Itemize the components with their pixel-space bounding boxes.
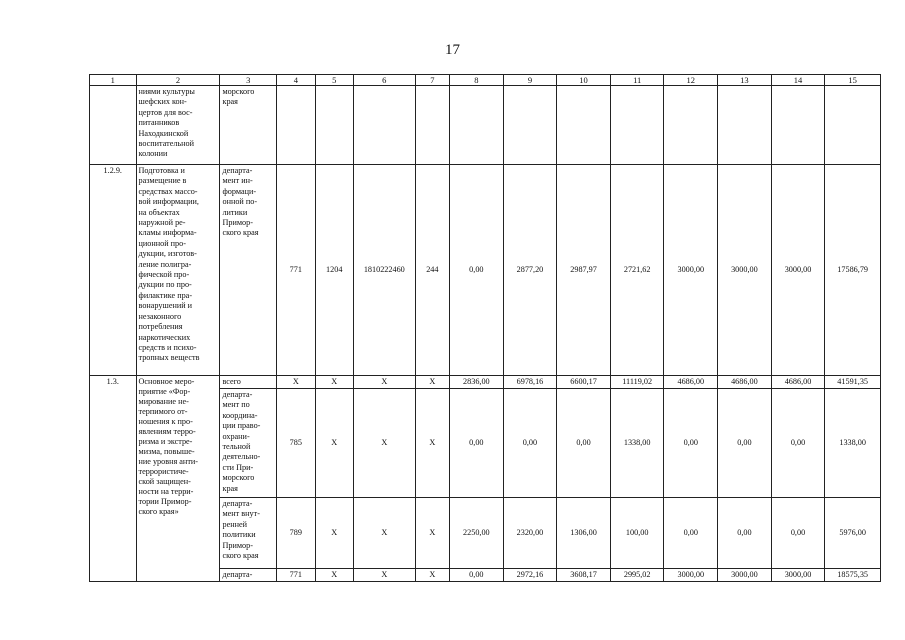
value-cell: 2836,00 xyxy=(450,376,504,389)
value-cell: 1338,00 xyxy=(610,389,664,498)
value-cell: 3000,00 xyxy=(664,569,718,582)
header-cell: 2 xyxy=(136,75,220,86)
header-cell: 11 xyxy=(610,75,664,86)
executor-cell: департа- xyxy=(220,569,277,582)
value-cell: 244 xyxy=(415,165,449,376)
value-cell xyxy=(664,86,718,165)
value-cell: 6978,16 xyxy=(503,376,557,389)
value-cell xyxy=(315,86,353,165)
value-cell: 1306,00 xyxy=(557,498,611,569)
table-row xyxy=(90,376,881,389)
header-cell: 12 xyxy=(664,75,718,86)
value-cell: X xyxy=(315,498,353,569)
header-row xyxy=(90,75,881,86)
value-cell: 0,00 xyxy=(771,498,825,569)
value-cell: 0,00 xyxy=(664,389,718,498)
header-cell: 3 xyxy=(220,75,277,86)
value-cell: 0,00 xyxy=(450,569,504,582)
value-cell xyxy=(610,86,664,165)
header-cell: 13 xyxy=(718,75,772,86)
value-cell: X xyxy=(315,569,353,582)
value-cell: X xyxy=(353,569,415,582)
value-cell: 0,00 xyxy=(664,498,718,569)
value-cell xyxy=(415,86,449,165)
value-cell: 5976,00 xyxy=(825,498,881,569)
value-cell: 0,00 xyxy=(450,389,504,498)
value-cell xyxy=(557,86,611,165)
value-cell xyxy=(718,86,772,165)
value-cell: X xyxy=(353,376,415,389)
value-cell: 17586,79 xyxy=(825,165,881,376)
value-cell: 2877,20 xyxy=(503,165,557,376)
value-cell xyxy=(277,86,315,165)
page-number: 17 xyxy=(445,42,460,58)
header-cell: 7 xyxy=(415,75,449,86)
value-cell: 785 xyxy=(277,389,315,498)
value-cell: 41591,35 xyxy=(825,376,881,389)
value-cell: 3000,00 xyxy=(771,569,825,582)
value-cell: 0,00 xyxy=(718,498,772,569)
value-cell: 2987,97 xyxy=(557,165,611,376)
value-cell: 11119,02 xyxy=(610,376,664,389)
value-cell: 3000,00 xyxy=(664,165,718,376)
value-cell: X xyxy=(353,498,415,569)
header-cell: 6 xyxy=(353,75,415,86)
header-cell: 8 xyxy=(450,75,504,86)
item-number-cell: 1.3. xyxy=(90,376,137,582)
executor-cell: департа- мент ин- формаци- онной по- литики Примор- ского края xyxy=(220,165,277,376)
value-cell: 2721,62 xyxy=(610,165,664,376)
value-cell: 18575,35 xyxy=(825,569,881,582)
value-cell: 3608,17 xyxy=(557,569,611,582)
value-cell: 4686,00 xyxy=(718,376,772,389)
value-cell: 3000,00 xyxy=(771,165,825,376)
value-cell: 0,00 xyxy=(450,165,504,376)
value-cell: 0,00 xyxy=(557,389,611,498)
value-cell: 2972,16 xyxy=(503,569,557,582)
header-cell: 9 xyxy=(503,75,557,86)
item-description-cell: Подготовка и размещение в средствах массо- вой информации, на объектах наружной ре- кламы информа- ционной про- дукции, изготов- ление полигра- фической про- дукции по про- филактике пра- вонарушений и незаконного потребления наркотических средств и психо- тропных веществ xyxy=(136,165,220,376)
value-cell: 6600,17 xyxy=(557,376,611,389)
value-cell: 2995,02 xyxy=(610,569,664,582)
value-cell: 1204 xyxy=(315,165,353,376)
value-cell: 100,00 xyxy=(610,498,664,569)
table-row xyxy=(90,165,881,376)
item-description-cell: Основное меро- приятие «Фор- мирование не- терпимого от- ношения к про- явлениям терро- ризма и экстре- мизма, повыше- ние уровня анти- террористиче- ской защищен- ности на терри- тории Примор- ского края» xyxy=(136,376,220,582)
table-row xyxy=(90,86,881,165)
value-cell: 4686,00 xyxy=(771,376,825,389)
executor-cell: всего xyxy=(220,376,277,389)
value-cell: 771 xyxy=(277,569,315,582)
value-cell: 0,00 xyxy=(771,389,825,498)
header-cell: 14 xyxy=(771,75,825,86)
value-cell: 789 xyxy=(277,498,315,569)
value-cell: 1810222460 xyxy=(353,165,415,376)
value-cell xyxy=(450,86,504,165)
value-cell: 3000,00 xyxy=(718,165,772,376)
header-cell: 1 xyxy=(90,75,137,86)
value-cell: 1338,00 xyxy=(825,389,881,498)
value-cell: X xyxy=(415,569,449,582)
budget-table xyxy=(89,74,881,582)
item-number-cell: 1.2.9. xyxy=(90,165,137,376)
executor-cell: морского края xyxy=(220,86,277,165)
value-cell: 771 xyxy=(277,165,315,376)
value-cell: X xyxy=(415,498,449,569)
executor-cell: департа- мент по координа- ции право- охрани- тельной деятельно- сти При- морского края xyxy=(220,389,277,498)
executor-cell: департа- мент внут- ренней политики Примор- ского края xyxy=(220,498,277,569)
value-cell xyxy=(353,86,415,165)
value-cell xyxy=(825,86,881,165)
value-cell: 4686,00 xyxy=(664,376,718,389)
header-cell: 5 xyxy=(315,75,353,86)
value-cell: 3000,00 xyxy=(718,569,772,582)
value-cell: 0,00 xyxy=(503,389,557,498)
value-cell: X xyxy=(415,389,449,498)
value-cell: 2250,00 xyxy=(450,498,504,569)
value-cell: 0,00 xyxy=(718,389,772,498)
value-cell: X xyxy=(415,376,449,389)
header-cell: 10 xyxy=(557,75,611,86)
value-cell: X xyxy=(315,376,353,389)
value-cell: X xyxy=(277,376,315,389)
value-cell xyxy=(771,86,825,165)
value-cell: 2320,00 xyxy=(503,498,557,569)
header-cell: 4 xyxy=(277,75,315,86)
header-cell: 15 xyxy=(825,75,881,86)
item-number-cell xyxy=(90,86,137,165)
value-cell: X xyxy=(353,389,415,498)
value-cell: X xyxy=(315,389,353,498)
item-description-cell: ниями культуры шефских кон- цертов для вос- питанников Находкинской воспитательной колонии xyxy=(136,86,220,165)
value-cell xyxy=(503,86,557,165)
